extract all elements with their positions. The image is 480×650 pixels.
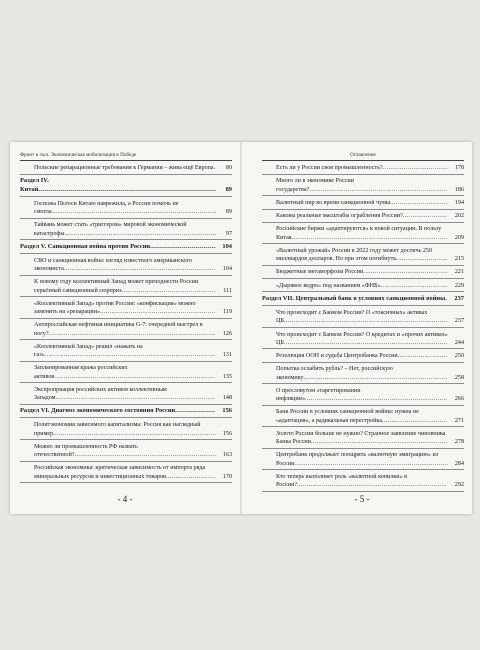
running-head: Оглавление — [350, 152, 376, 158]
entry-title: Антироссийская нефтяная инициатива G-7: очередной выстрел в ногу? — [34, 322, 203, 337]
toc-entry — [20, 386, 232, 405]
page-ref: 292 — [454, 482, 464, 489]
section-title: Раздел V. Санкционная война против России — [20, 242, 151, 250]
toc-section-heading — [20, 177, 232, 196]
running-head: Фронт и тыл. Экономическая мобилизация к Победе — [20, 152, 137, 158]
section-title: Раздел IV. Китай — [20, 177, 49, 193]
page-ref: 284 — [454, 460, 464, 467]
toc-entry — [262, 387, 464, 406]
page-ref: 215 — [454, 256, 464, 263]
page-ref: 194 — [454, 199, 464, 206]
dot-leader: ......................................................................................... — [44, 352, 216, 359]
toc-entry — [262, 282, 464, 293]
entry-title: К новому году коллективный Запад может преподнести России серьёзный санкционный сюрприз — [34, 279, 199, 294]
dot-leader: .................... — [175, 407, 216, 415]
page-ref: 244 — [454, 339, 464, 346]
page-ref: 237 — [454, 294, 464, 302]
page-ref: 131 — [222, 352, 232, 359]
toc-entry — [262, 352, 464, 363]
page-ref: 250 — [454, 353, 464, 360]
page-ref: 119 — [223, 309, 232, 316]
dot-leader: ...................................................................................... — [51, 209, 217, 215]
dot-leader: ....................................................................................... — [48, 330, 216, 337]
dot-leader: . — [213, 165, 216, 171]
toc-entry — [20, 321, 232, 340]
dot-leader: ............................................ — [363, 269, 448, 276]
left-page — [14, 142, 236, 514]
page-ref: 156 — [222, 430, 232, 437]
toc-entry — [20, 164, 232, 175]
section-title: Раздел VII. Центральный банк в условиях санкционной войны — [262, 294, 446, 302]
page-ref: 111 — [223, 287, 232, 294]
page-ref: 126 — [222, 330, 232, 337]
page-ref: 104 — [222, 266, 232, 273]
page-ref: 163 — [222, 452, 232, 459]
toc-entry — [20, 464, 232, 483]
page-ref: 186 — [454, 186, 464, 193]
dot-leader: ..................................................................................... — [53, 430, 217, 437]
page-ref: 237 — [454, 318, 464, 325]
entry-title: Банк России в условиях санкционной войны: нужна не «адаптация», а радикальная перестройка — [276, 409, 419, 424]
right-page — [256, 142, 468, 514]
book-spread — [10, 142, 472, 514]
toc-entry — [20, 278, 232, 297]
entry-title: Можно ли промышленность РФ назвать отечественной? — [34, 443, 138, 459]
toc-entry — [262, 451, 464, 470]
toc-entry — [262, 247, 464, 266]
entry-title: Валютный пир во время санкционной чумы — [276, 199, 391, 206]
page-ref: 221 — [454, 269, 464, 276]
page-ref: 148 — [222, 395, 232, 402]
entry-title: «Дырявое ведро» под названием «ФНБ» — [276, 282, 381, 289]
entry-title: Много ли в экономике России государства? — [276, 178, 354, 193]
entry-title: Что происходит с Банком России? О кредитах и «прочих активах» ЦБ — [276, 331, 448, 346]
dot-leader: ....................................................................... — [310, 439, 448, 446]
entry-title: Экспроприация российских активов коллективным Западом — [34, 386, 167, 402]
toc-entry — [262, 164, 464, 175]
toc-section-heading — [20, 243, 232, 254]
toc-entry — [262, 309, 464, 328]
dot-leader: ......................................................................................... — [38, 185, 217, 193]
dot-leader: ............................................................................... — [64, 230, 217, 237]
entry-title: Центробанк продолжает поощрять «валютную эмиграцию» из России — [276, 452, 439, 467]
entry-title: Российские биржи «адаптируются» к новой ситуации. В пользу Китая — [276, 226, 442, 241]
toc-entry — [262, 177, 464, 196]
header-rule — [20, 160, 232, 161]
entry-title: Резолюция ООН и судьба Центробанка России — [276, 353, 398, 360]
dot-leader: ..................................................................................... — [283, 318, 448, 325]
section-title: Раздел VI. Диагноз экономического состояния России — [20, 407, 176, 415]
toc-entry — [262, 268, 464, 279]
book-gutter — [240, 142, 242, 514]
page-number: - 4 - — [117, 494, 133, 504]
page-ref: 97 — [225, 230, 232, 237]
entry-title: Каковы реальные масштабы ограбления России? — [276, 213, 403, 220]
toc-entry — [262, 430, 464, 449]
toc-entry — [262, 365, 464, 384]
header-rule — [262, 160, 464, 161]
page-ref: 135 — [222, 373, 232, 380]
entry-title: СВО и санкционная война: взгляд известного американского экономиста — [34, 257, 193, 273]
toc-section-heading — [262, 295, 464, 306]
entry-title: «Коллективный Запад» решил «нажать на газ» — [34, 343, 143, 359]
toc-entry — [262, 199, 464, 210]
toc-entry — [20, 343, 232, 362]
dot-leader: .......................... — [165, 473, 216, 480]
dot-leader: .............................................................................. — [297, 482, 448, 489]
entry-title: Есть ли у России своя промышленность? — [276, 165, 383, 171]
entry-title: «Коллективный Запад» против России: «конфискация» можно заменить на «репарации» — [34, 300, 196, 316]
dot-leader: ............................................................ — [100, 309, 216, 316]
page-ref: 202 — [454, 213, 464, 220]
toc-list — [262, 164, 464, 494]
dot-leader: ................................................................................... — [55, 395, 216, 402]
entry-title: Запланированная кража российских активов — [34, 365, 128, 380]
entry-title: Госпожа Пелоси Китаю наврежила, а России помочь не смогла — [34, 200, 179, 215]
entry-title: Бюджетные метаморфозы России — [276, 269, 364, 276]
page-ref: 178 — [454, 165, 464, 171]
page-ref: 170 — [222, 473, 232, 480]
dot-leader: ..................................................................................... — [283, 339, 448, 346]
page-ref: 89 — [225, 209, 232, 215]
dot-leader: ................................................. — [121, 287, 216, 294]
page-ref: 229 — [454, 282, 464, 289]
toc-list — [20, 164, 232, 486]
page-ref: 80 — [225, 165, 232, 171]
page-ref: 278 — [454, 439, 464, 446]
toc-entry — [20, 221, 232, 240]
entry-title: Политэкономия зависимого капитализма: Россия как наглядный пример — [34, 422, 201, 437]
entry-title: Что происходит с Банком России? О «токсичных» активах ЦБ — [276, 310, 428, 325]
dot-leader: .................................. — [381, 417, 448, 424]
toc-entry — [20, 200, 232, 219]
dot-leader: .................................................................................... — [54, 373, 216, 380]
entry-title: Российская экономика: критическая зависимость от импорта ряда минеральных ресурсов и инвестиционных товаров — [34, 465, 206, 480]
dot-leader: ................................................................................ — [294, 460, 449, 467]
toc-entry — [20, 300, 232, 319]
entry-title: Золото России больше не нужно? Странное заявление чиновника Банка России — [276, 430, 446, 446]
toc-entry — [20, 443, 232, 462]
toc-entry — [262, 331, 464, 350]
dot-leader: ................................. — [150, 242, 217, 250]
entry-title: Тайвань может стать «триггером» мировой экономической катастрофы — [34, 222, 187, 237]
dot-leader: .......................................................................... — [305, 396, 448, 403]
entry-title: «Валютный урожай» России в 2022 году может достичь 250 миллиардов долларов. Но при этом погибнуть — [276, 247, 433, 263]
dot-leader: .......................................................................... — [74, 452, 217, 459]
toc-entry — [20, 421, 232, 440]
toc-entry — [262, 408, 464, 427]
dot-leader: ................................................................................. — [291, 234, 448, 241]
page-ref: 156 — [222, 407, 232, 415]
dot-leader: ........................................................................... — [303, 374, 448, 381]
entry-title: Польские репарационные требования к Германии – жива ещё Европа — [34, 165, 214, 171]
entry-title: Попытка ослабить рубль? – Нет, российскую экономику — [276, 366, 393, 381]
dot-leader: ........................... — [396, 256, 448, 263]
dot-leader: ................................... — [380, 282, 448, 289]
toc-entry — [262, 225, 464, 244]
dot-leader: ............................................................................... — [63, 266, 216, 273]
entry-title: Кто теперь выполняет роль «валютной копилки» в России? — [276, 473, 408, 489]
toc-entry — [262, 473, 464, 492]
page-ref: 258 — [454, 374, 464, 381]
page-ref: 209 — [454, 234, 464, 241]
toc-entry — [20, 364, 232, 383]
page-ref: 89 — [225, 185, 232, 193]
dot-leader: .......................... — [397, 353, 448, 360]
toc-section-heading — [20, 407, 232, 418]
dot-leader: ........................................................................ — [309, 186, 448, 193]
toc-entry — [262, 212, 464, 223]
page-number: - 5 - — [354, 494, 370, 504]
page-ref: 271 — [454, 417, 464, 424]
entry-title: О пресловутом «таргетировании инфляции» — [276, 387, 361, 403]
dot-leader: . — [445, 294, 448, 302]
dot-leader: .............................. — [390, 199, 448, 206]
dot-leader: .................................. — [382, 165, 449, 171]
page-ref: 266 — [454, 396, 464, 403]
toc-entry — [20, 257, 232, 276]
dot-leader: ....................... — [402, 213, 448, 220]
page-ref: 104 — [222, 242, 232, 250]
